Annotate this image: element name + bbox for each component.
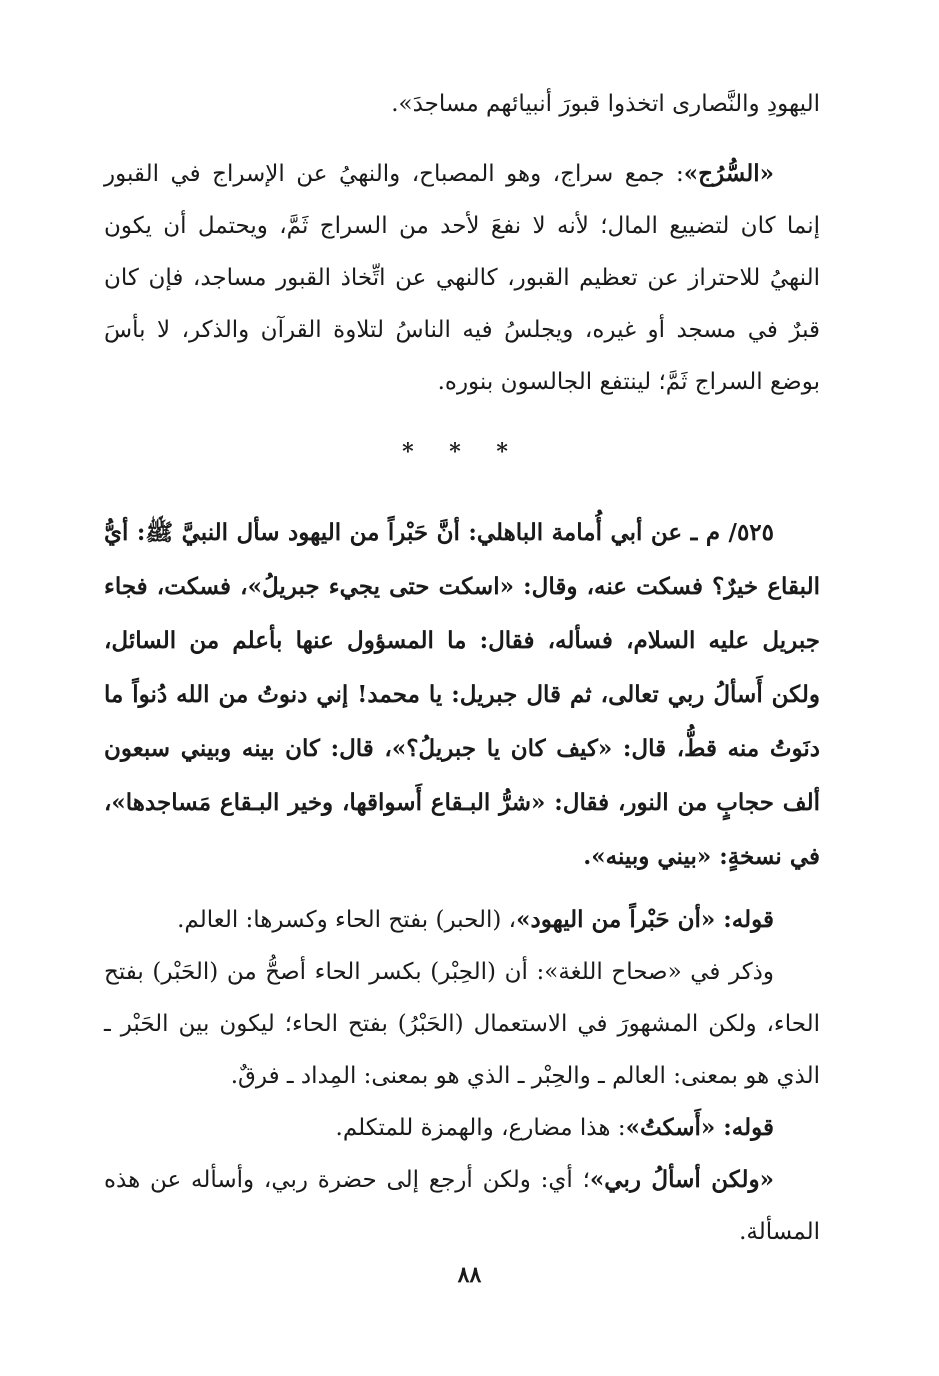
quote-lead: قوله: «أَسكتُ» bbox=[625, 1114, 774, 1141]
section-separator: * * * bbox=[402, 439, 522, 465]
paragraph-text: ، (الحبر) بفتح الحاء وكسرها: العالم. bbox=[177, 907, 517, 933]
hadith-text: ٥٢٥/ م ـ عن أبي أُمامة الباهلي: أنَّ حَبْراً من اليهود سأل النبيَّ ﷺ: أيُّ البقاع خيرٌ؟ فسكت عنه، وقال: «اسكت حتى يجيء جبريلُ»، فسكت، فجاء جبريل عليه السلام، فسأله، فقال: ما المسؤول عنها بأعلم من السائل، ولكن أَسألُ ربي تعالى، ثم قال جبريل: يا محمد! إني دنوتُ من الله دُنواً ما دنَوتُ منه قطُّ، قال: «كيف كان يا جبريلُ؟»، قال: كان بينه وبيني سبعون ألف حجابٍ من النور، فقال: «شرُّ البـقاع أَسواقها، وخير البـقاع مَساجدها»، في نسخةٍ: «بيني وبينه». bbox=[104, 519, 820, 870]
term-suruj: «السُّرُج» bbox=[683, 160, 774, 187]
quote-lead: قوله: «أن حَبْراً من اليهود» bbox=[516, 906, 774, 933]
paragraph-text: ؛ أي: ولكن أرجع إلى حضرة ربي، وأسأله عن هذه المسألة. bbox=[104, 1167, 820, 1245]
paragraph-sihah bbox=[104, 946, 820, 1102]
paragraph-hadith-end bbox=[104, 78, 820, 130]
paragraph-text: : هذا مضارع، والهمزة للمتكلم. bbox=[335, 1115, 626, 1141]
paragraph-text: وذكر في «صحاح اللغة»: أن (الحِبْر) بكسر الحاء أصحُّ من (الحَبْر) بفتح الحاء، ولكن المشهورَ في الاستعمال (الحَبْرُ) بفتح الحاء؛ ليكون بين الحَبْر ـ الذي هو بمعنى: العالم ـ والحِبْر ـ الذي هو بمعنى: المِداد ـ فرقٌ. bbox=[104, 959, 820, 1089]
paragraph-text: اليهودِ والنَّصارى اتخذوا قبورَ أنبيائهم مساجدَ». bbox=[391, 91, 820, 117]
paragraph-suruj bbox=[104, 148, 820, 408]
quote-lead: «ولكن أسألُ ربي» bbox=[589, 1166, 774, 1193]
paragraph-habr bbox=[104, 894, 820, 946]
hadith-525 bbox=[104, 506, 820, 884]
document-page bbox=[104, 78, 820, 1258]
page-number: ٨٨ bbox=[457, 1262, 482, 1288]
paragraph-askut bbox=[104, 1102, 820, 1154]
paragraph-asalu bbox=[104, 1154, 820, 1258]
paragraph-text: : جمع سراج، وهو المصباح، والنهيُ عن الإسراج في القبور إنما كان لتضييع المال؛ لأنه لا نفعَ لأحد من السراج ثَمَّ، ويحتمل أن يكون النهيُ للاحتراز عن تعظيم القبور، كالنهي عن اتِّخاذ القبور مساجد، فإن كان قبرٌ في مسجد أو غيره، ويجلسُ فيه الناسُ لتلاوة القرآن والذكر، لا بأسَ بوضع السراج ثَمَّ؛ لينتفع الجالسون بنوره. bbox=[104, 161, 820, 395]
